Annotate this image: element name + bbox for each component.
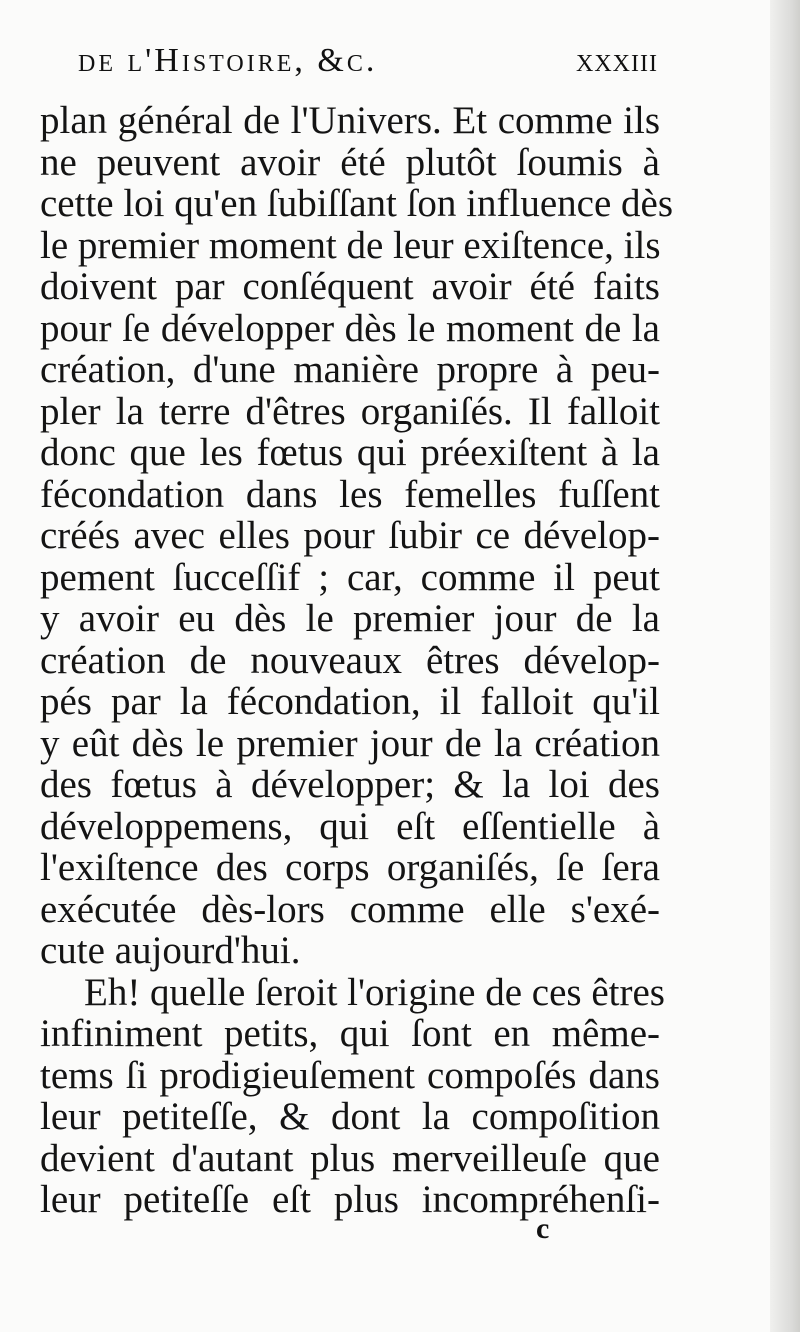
text-line: pement ſucceſſif ; car, comme il peut <box>40 555 660 599</box>
text-line: devient d'autant plus merveilleuſe que <box>40 1136 660 1180</box>
text-line: leur petiteſſe, & dont la compoſition <box>40 1095 660 1138</box>
page-header <box>78 42 658 92</box>
text-line: cette loi qu'en ſubiſſant ſon influence dès <box>40 182 674 225</box>
text-line: donc que les fœtus qui préexiſtent à la <box>40 431 660 474</box>
text-line: Eh! quelle ſeroit l'origine de ces êtres <box>84 970 665 1014</box>
text-line: plan général de l'Univers. Et comme ils <box>40 99 660 142</box>
text-line: infiniment petits, qui ſont en même- <box>40 1012 660 1055</box>
running-title: de l'Histoire, &c. <box>78 42 378 79</box>
text-line: créés avec elles pour ſubir ce dévelop- <box>40 514 660 557</box>
text-line: création, d'une manière propre à peu- <box>40 348 660 391</box>
text-line: y eût dès le premier jour de la création <box>40 721 660 765</box>
text-line: fécondation dans les femelles fuſſent <box>40 472 660 516</box>
text-line: des fœtus à développer; & la loi des <box>40 763 660 806</box>
page-number: xxxiii <box>576 42 658 79</box>
text-line: ne peuvent avoir été plutôt ſoumis à <box>40 140 660 184</box>
text-line: y avoir eu dès le premier jour de la <box>40 597 660 640</box>
text-line: le premier moment de leur exiſtence, ils <box>40 223 661 267</box>
page-gutter-shadow <box>770 0 800 1332</box>
text-line: pour ſe développer dès le moment de la <box>40 306 660 350</box>
text-line: l'exiſtence des corps organiſés, ſe ſera <box>40 846 660 889</box>
text-line: doivent par conſéquent avoir été faits <box>40 265 660 308</box>
text-line: tems ſi prodigieuſement compoſés dans <box>40 1053 660 1097</box>
text-line: leur petiteſſe eſt plus incompréhenſi- <box>40 1178 660 1221</box>
text-line: cute aujourd'hui. <box>40 929 301 972</box>
signature-mark: c <box>536 1212 550 1245</box>
text-line: pler la terre d'êtres organiſés. Il falloit <box>40 389 660 433</box>
text-line: développemens, qui eſt eſſentielle à <box>40 804 660 848</box>
body-text <box>40 99 674 1221</box>
text-line: pés par la fécondation, il falloit qu'il <box>40 680 660 723</box>
text-line: création de nouveaux êtres dévelop- <box>40 638 660 682</box>
text-line: exécutée dès-lors comme elle s'exé- <box>40 887 660 931</box>
